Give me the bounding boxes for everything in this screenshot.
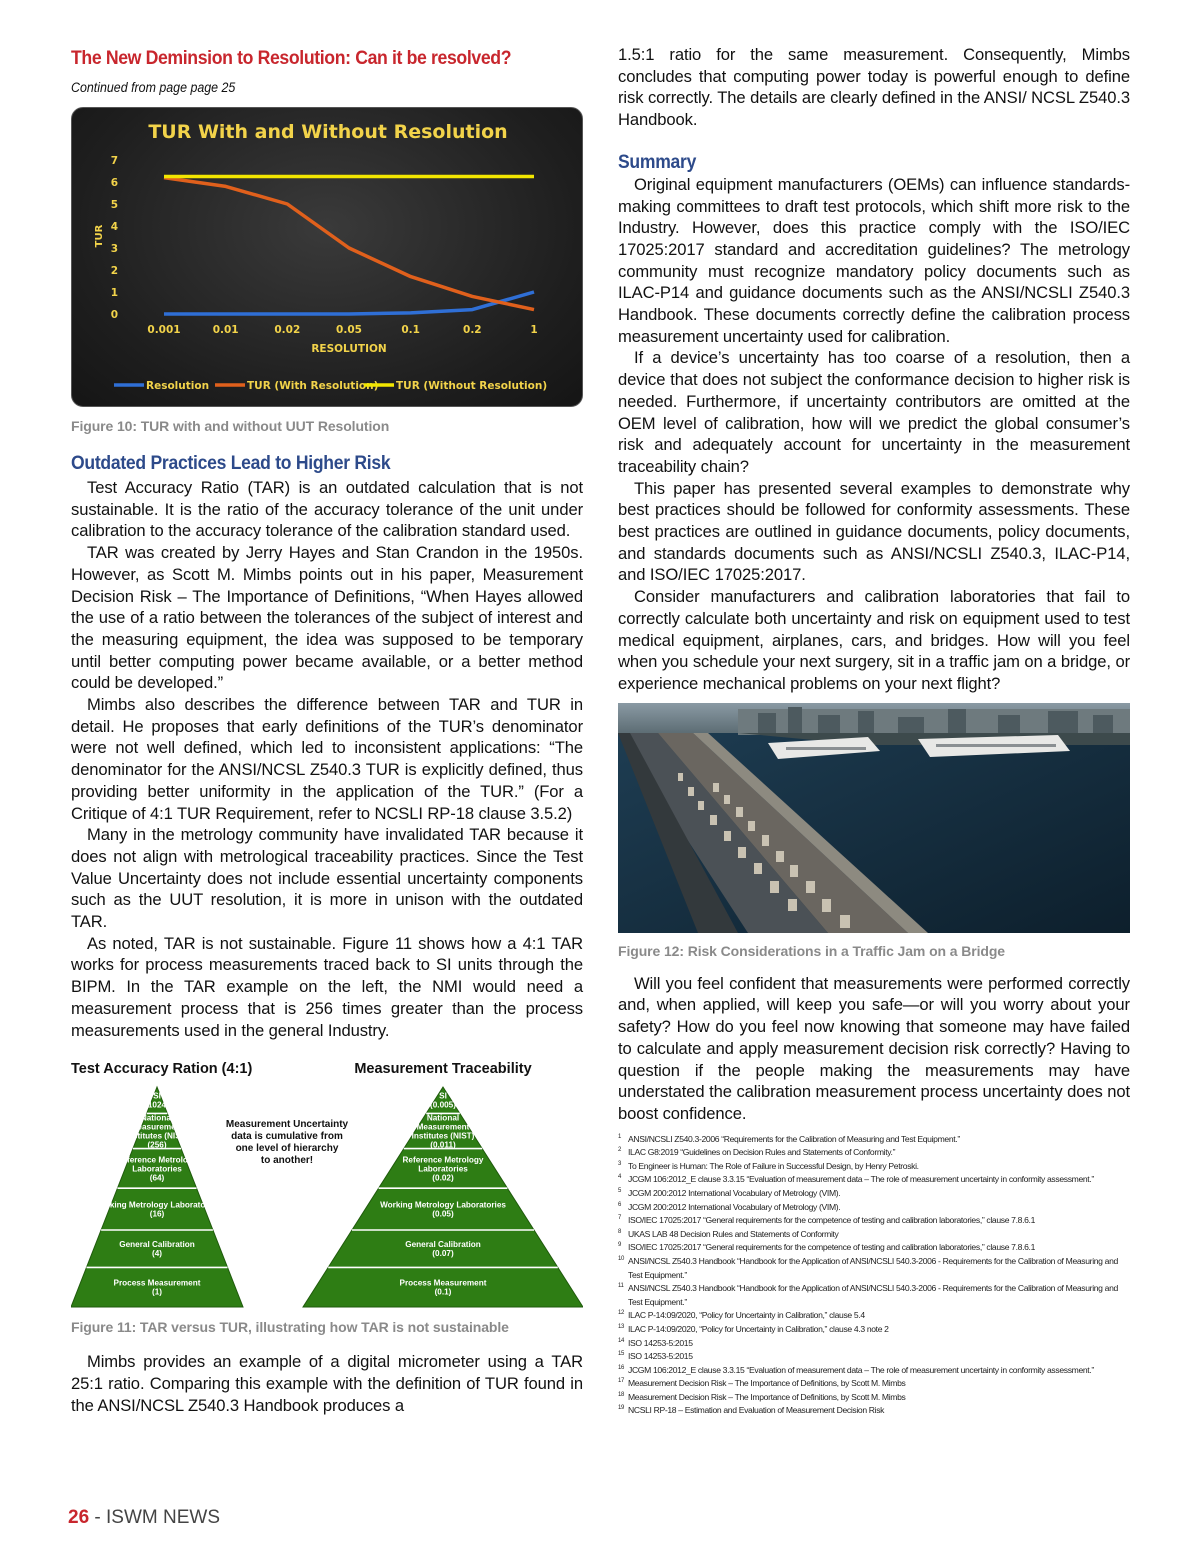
x-axis-label: RESOLUTION — [311, 343, 387, 355]
bridge-photo-illustration — [618, 703, 1130, 933]
figure-10-caption: Figure 10: TUR with and without UUT Resolution — [71, 418, 390, 434]
footnote-number: 8 — [618, 1228, 621, 1235]
y-tick-label: 0 — [110, 309, 118, 321]
pyramid-level-label: Process Measurement (1) — [113, 1278, 201, 1297]
legend-label: TUR (Without Resolution) — [396, 380, 548, 392]
figure-11-caption: Figure 11: TAR versus TUR, illustrating how TAR is not sustainable — [71, 1319, 509, 1336]
continued-note: Continued from page page 25 — [71, 80, 236, 95]
x-tick-label: 0.001 — [147, 324, 181, 336]
footnote — [618, 1160, 1130, 1174]
footnote — [618, 1323, 1130, 1337]
footnote-number: 12 — [618, 1310, 624, 1317]
footnote-text: ANSI/NCSLI Z540.3-2006 “Requirements for the Calibration of Measuring and Test Equipment.” — [628, 1133, 960, 1144]
y-tick-label: 3 — [110, 243, 118, 255]
footnote-text: JCGM 200:2012 International Vocabulary of Metrology (VIM). — [628, 1187, 841, 1198]
footnote-number: 10 — [618, 1255, 624, 1262]
chart-title: TUR With and Without Resolution — [148, 121, 508, 143]
paragraph: Consider manufacturers and calibration laboratories that fail to correctly calculate both uncertainty and risk on equipment used to test medical equipment, airplanes, cars, and bridges. How will you feel when you schedule your next surgery, sit in a traffic jam on a bridge, or experience mechanical problems on your next flight? — [618, 587, 1130, 693]
x-tick-label: 0.2 — [463, 324, 482, 336]
paragraph: If a device’s uncertainty has too coarse of a resolution, then a device that does not subject the conformance decision to higher risk is needed. Furthermore, if uncertainty contributors are omitted at the OEM level of calibration, how will we predict the global consumer’s risk and adequately account for uncertainty in the measurement traceability chain? — [618, 348, 1130, 476]
series-line-1 — [164, 178, 534, 310]
footnote-text: ILAC G8:2019 “Guidelines on Decision Rules and Statements of Conformity.” — [628, 1147, 896, 1158]
footnote-number: 19 — [618, 1405, 624, 1412]
section-1-body — [71, 477, 583, 1041]
footnote-text: ANSI/NCSL Z540.3 Handbook “Handbook for the Application of ANSI/NCSLI 540.3-2006 - Requirements for the Calibration of Measuring and Test Equipment.” — [628, 1283, 1118, 1307]
y-tick-label: 1 — [110, 287, 118, 299]
paragraph: TAR was created by Jerry Hayes and Stan Crandon in the 1950s. However, as Scott M. Mimbs points out in his paper, Measurement Decision Risk – The Importance of Definitions, “When Hayes allowed the use of a ratio between the tolerances of the subject of interest and the measuring equipment, the idea was supposed to be temporary until better computing power became available, or a better method could be developed.” — [71, 543, 583, 693]
pyramid-level-label: SI (0.005) — [430, 1091, 456, 1110]
footnote-text: JCGM 106:2012_E clause 3.3.15 “Evaluation of measurement data – The role of measurement uncertainty in conformity assessment.” — [628, 1174, 1094, 1185]
footnote — [618, 1282, 1130, 1309]
tur-chart-svg — [72, 108, 583, 407]
footnote-number: 2 — [618, 1147, 621, 1154]
footnote-number: 1 — [618, 1133, 621, 1140]
paragraph: Many in the metrology community have invalidated TAR because it does not align with metrological traceability practices. Since the Test Value Uncertainty does not include essential uncertainty components such as the UUT resolution, it is more in unison with the outdated TAR. — [71, 825, 583, 932]
pyramid-title-right: Measurement Traceability — [354, 1061, 532, 1078]
footnote-text: JCGM 106:2012_E clause 3.3.15 “Evaluation of measurement data – The role of measurement uncertainty in conformity assessment.” — [628, 1364, 1094, 1375]
y-axis-label: TUR — [94, 224, 105, 248]
figure-12-caption: Figure 12: Risk Considerations in a Traffic Jam on a Bridge — [618, 942, 1005, 959]
series-line-0 — [164, 292, 534, 314]
pyramid-level-label: General Calibration (0.07) — [405, 1240, 481, 1259]
footnote-number: 16 — [618, 1364, 624, 1371]
footnote — [618, 1228, 1130, 1242]
footnote — [618, 1377, 1130, 1391]
footnote-text: UKAS LAB 48 Decision Rules and Statements of Conformity — [628, 1228, 839, 1239]
footnote-text: NCSLI RP-18 – Estimation and Evaluation of Measurement Decision Risk — [628, 1405, 885, 1416]
paragraph: As noted, TAR is not sustainable. Figure 11 shows how a 4:1 TAR works for process measurements traced back to SI units through the BIPM. In the TAR example on the left, the NMI would need a measurement process that is 256 times greater than the process measurements used in the general Industry. — [71, 933, 583, 1040]
page-footer — [68, 1507, 220, 1529]
section-1-tail — [71, 1351, 583, 1416]
legend-label: TUR (With Resolution) — [247, 380, 379, 392]
paragraph: Will you feel confident that measurements were performed correctly and, when applied, will keep you safe—or will you worry about your safety? How do you feel now knowing that someone may have failed to calculate and apply measurement decision risk correctly? Having to question if the people making the measurements may have understated the calibration measurement process uncertainty does not boost confidence. — [618, 973, 1130, 1123]
paragraph: Test Accuracy Ratio (TAR) is an outdated calculation that is not sustainable. It is the ratio of the accuracy tolerance of the unit under calibration to the accuracy tolerance of the calibration standard used. — [71, 478, 583, 541]
y-tick-label: 7 — [110, 155, 118, 167]
pyramid-level-label: Process Measurement (0.1) — [399, 1278, 487, 1297]
footnote-number: 7 — [618, 1215, 621, 1222]
footnote — [618, 1350, 1130, 1364]
footnote-number: 11 — [618, 1283, 624, 1290]
section-heading-outdated: Outdated Practices Lead to Higher Risk — [71, 452, 391, 474]
footnote-number: 14 — [618, 1337, 624, 1344]
pyramid-level-label: National Measurement Institutes (NIST) (0.011) — [411, 1113, 475, 1150]
footnote-text: Measurement Decision Risk – The Importance of Definitions, by Scott M. Mimbs — [628, 1378, 906, 1389]
footnote — [618, 1201, 1130, 1215]
y-tick-label: 5 — [110, 199, 118, 211]
legend-label: Resolution — [146, 380, 210, 392]
footnote — [618, 1146, 1130, 1160]
paragraph: Mimbs also describes the difference between TAR and TUR in detail. He proposes that early definitions of the TUR’s denominator were not well defined, which led to inconsistent applications: “The denominator for the ANSI/NCSL Z540.3 TUR is explicitly defined, thus providing better uniformity in the application of the TUR.” (For a Critique of 4:1 TUR Requirement, refer to NCSLI RP-18 clause 3.5.2) — [71, 695, 583, 823]
pyramid-level-label: SI (1024) — [145, 1091, 169, 1110]
continuation-body — [618, 44, 1130, 131]
pyramid-level-label: Working Metrology Laboratories (16) — [94, 1200, 220, 1219]
footnote — [618, 1404, 1130, 1418]
footnote-number: 4 — [618, 1174, 621, 1181]
pyramid-level-label: General Calibration (4) — [119, 1240, 195, 1259]
footnote — [618, 1187, 1130, 1201]
footnote-number: 13 — [618, 1323, 624, 1330]
footnote-number: 15 — [618, 1351, 624, 1358]
footnote — [618, 1255, 1130, 1282]
pyramid-level-label: National Measurement Institutes (NIST) (256) — [125, 1113, 189, 1150]
footnote-text: To Engineer is Human: The Role of Failure in Successful Design, by Henry Petroski. — [628, 1160, 919, 1171]
y-tick-label: 6 — [110, 177, 118, 189]
footnote-number: 5 — [618, 1187, 621, 1194]
footnote-number: 6 — [618, 1201, 621, 1208]
summary-body — [618, 174, 1130, 695]
bridge-traffic-photo — [618, 703, 1130, 933]
paragraph: Original equipment manufacturers (OEMs) can influence standards-making committees to draft test protocols, which shift more risk to the Industry. However, does this practice comply with the ISO/IEC 17025:2017 standard and accreditation guidelines? The metrology community must recognize mandatory policy documents such as ILAC-P14 and guidance documents such as the ANSI/NCSLI Z540.3 Handbook. These documents correctly define the calibration process measurement uncertainty used for calibration. — [618, 174, 1130, 346]
y-tick-label: 2 — [110, 265, 118, 277]
x-tick-label: 0.02 — [274, 324, 301, 336]
footnote — [618, 1214, 1130, 1228]
x-tick-label: 0.1 — [401, 324, 420, 336]
footnote-text: ILAC P-14:09/2020, “Policy for Uncertainty in Calibration,” clause 5.4 — [628, 1310, 865, 1321]
pyramid-level-label: Reference Metrology Laboratories (64) — [116, 1155, 198, 1183]
footnote-text: JCGM 200:2012 International Vocabulary of Metrology (VIM). — [628, 1201, 841, 1212]
footnote — [618, 1309, 1130, 1323]
footnote-number: 9 — [618, 1242, 621, 1249]
footnote — [618, 1364, 1130, 1378]
footnote — [618, 1173, 1130, 1187]
footnote-text: ANSI/NCSL Z540.3 Handbook “Handbook for the Application of ANSI/NCSLI 540.3-2006 - Requirements for the Calibration of Measuring and Test Equipment.” — [628, 1255, 1118, 1280]
pyramid-level-label: Working Metrology Laboratories (0.05) — [380, 1200, 506, 1219]
footnote-text: ILAC P-14:09/2020, “Policy for Uncertainty in Calibration,” clause 4.3 note 2 — [628, 1323, 889, 1334]
x-tick-label: 1 — [530, 324, 538, 336]
footnote-text: ISO/IEC 17025:2017 “General requirements for the competence of testing and calibration laboratories,” clause 7.8.6.1 — [628, 1242, 1036, 1253]
footnote — [618, 1391, 1130, 1405]
right-column — [618, 44, 1130, 1418]
footnote-number: 3 — [618, 1160, 621, 1167]
summary-heading: Summary — [618, 150, 697, 173]
article-title: The New Deminsion to Resolution: Can it be resolved? — [71, 48, 512, 69]
paragraph: This paper has presented several examples to demonstrate why best practices should be followed for conformity assessments. These best practices are outlined in guidance documents, policy documents, and standards documents such as ANSI/NCSLI Z540.3, ILAC-P14, and ISO/IEC 17025:2017. — [618, 478, 1130, 585]
closing-body — [618, 973, 1130, 1125]
footnote-text: ISO/IEC 17025:2017 “General requirements for the competence of testing and calibration laboratories,” clause 7.8.6.1 — [628, 1215, 1036, 1226]
uncertainty-note: Measurement Uncertainty data is cumulative from one level of hierarchy to another! — [225, 1119, 349, 1167]
pyramid-level-label: Reference Metrology Laboratories (0.02) — [402, 1155, 484, 1183]
pyramid-title-left: Test Accuracy Ration (4:1) — [71, 1061, 253, 1078]
publication-name: - ISWM NEWS — [89, 1507, 221, 1528]
paragraph: 1.5:1 ratio for the same measurement. Consequently, Mimbs concludes that computing power today is powerful enough to define risk correctly. The details are clearly defined in the ANSI/ NCSL Z540.3 Handbook. — [618, 45, 1130, 130]
footnote — [618, 1337, 1130, 1351]
footnotes-list — [618, 1133, 1130, 1418]
left-column — [71, 48, 583, 1416]
footnote — [618, 1133, 1130, 1147]
y-tick-label: 4 — [110, 221, 118, 233]
footnote-text: ISO 14253-5:2015 — [628, 1351, 693, 1362]
page-number: 26 — [68, 1507, 90, 1528]
pyramids-svg — [71, 1055, 583, 1310]
footnote-number: 17 — [618, 1378, 624, 1385]
figure-11-pyramids — [71, 1055, 583, 1310]
figure-10-chart — [71, 107, 583, 407]
footnote — [618, 1241, 1130, 1255]
paragraph: Mimbs provides an example of a digital micrometer using a TAR 25:1 ratio. Comparing this example with the definition of TUR found in the ANSI/NCSL Z540.3 Handbook produces a — [71, 1352, 583, 1415]
footnote-text: ISO 14253-5:2015 — [628, 1337, 693, 1348]
footnote-text: Measurement Decision Risk – The Importance of Definitions, by Scott M. Mimbs — [628, 1391, 906, 1402]
x-tick-label: 0.01 — [212, 324, 239, 336]
x-tick-label: 0.05 — [336, 324, 362, 336]
footnote-number: 18 — [618, 1391, 624, 1398]
